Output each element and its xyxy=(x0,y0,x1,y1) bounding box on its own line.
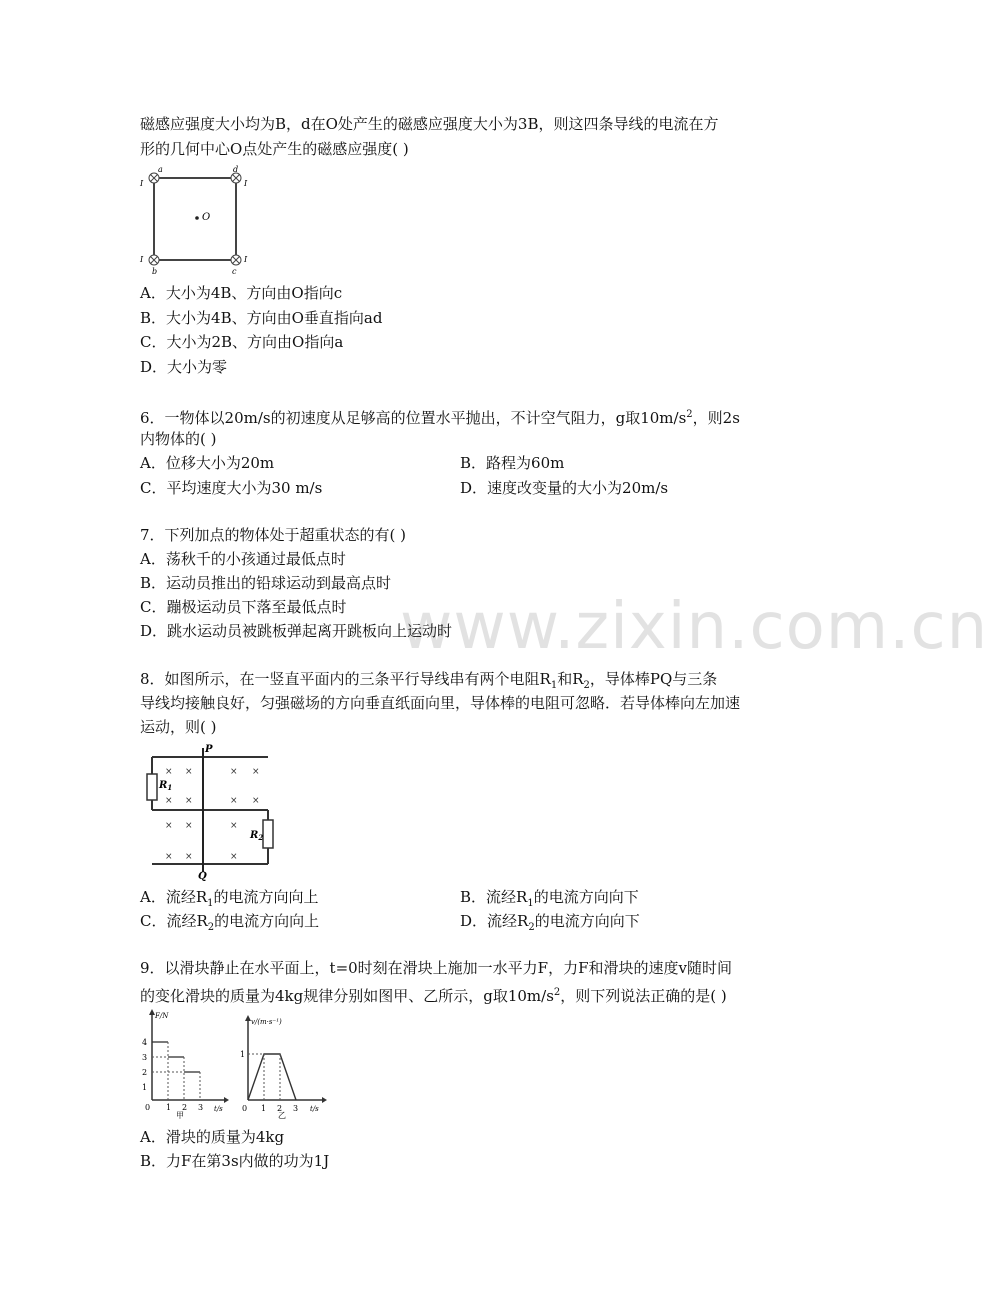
f-axis-label: F/N xyxy=(155,1012,169,1020)
q8-option-c: C．流经$R_2$的电流方向向上 xyxy=(140,912,320,933)
svg-text:×: × xyxy=(230,767,238,777)
vtick-1: 1 xyxy=(240,1050,246,1059)
wire-c-icon xyxy=(231,255,241,265)
t-axis-label-left: t/s xyxy=(214,1105,223,1113)
vxtick-0: 0 xyxy=(242,1104,248,1113)
wire-d-icon xyxy=(231,173,241,183)
label-q: Q xyxy=(198,871,207,882)
caption-yi: 乙 xyxy=(278,1111,286,1120)
q5-option-a: A．大小为4B、方向由O指向c xyxy=(140,284,343,302)
q7-line1: 7．下列加点的物体处于超重状态的有( ) xyxy=(140,526,407,544)
q9-line1: 9．以滑块静止在水平面上，t=0时刻在滑块上施加一水平力F，力F和滑块的速度v随时间 xyxy=(140,959,732,977)
q8-circuit-figure xyxy=(140,742,280,880)
xtick-0: 0 xyxy=(145,1103,151,1112)
label-p: P xyxy=(205,744,213,755)
label-ib: I xyxy=(140,255,144,264)
v-axis-label: v/(m·s⁻¹) xyxy=(251,1018,282,1026)
q6-option-a: A．位移大小为20m xyxy=(140,454,275,472)
xtick-1: 1 xyxy=(166,1103,172,1112)
svg-text:×: × xyxy=(165,767,173,777)
q5-line1: 磁感应强度大小均为B，d在O处产生的磁感应强度大小为3B，则这四条导线的电流在方 xyxy=(140,115,719,133)
q8-line3: 运动，则( ) xyxy=(140,718,217,736)
svg-text:×: × xyxy=(165,821,173,831)
wire-b-icon xyxy=(149,255,159,265)
q9-option-b: B．力F在第3s内做的功为1J xyxy=(140,1152,330,1170)
q5-option-b: B．大小为4B、方向由O垂直指向ad xyxy=(140,309,383,327)
ytick-1: 1 xyxy=(142,1083,148,1092)
ytick-2: 2 xyxy=(142,1068,148,1077)
vxtick-3: 3 xyxy=(293,1104,299,1113)
svg-text:×: × xyxy=(185,821,193,831)
q9-graph-force xyxy=(138,1008,230,1118)
q9-option-a: A．滑块的质量为4kg xyxy=(140,1128,285,1146)
label-d: d xyxy=(233,165,239,174)
svg-text:×: × xyxy=(185,767,193,777)
ytick-3: 3 xyxy=(142,1053,148,1062)
label-c: c xyxy=(232,267,237,276)
q8-option-b: B．流经$R_1$的电流方向向下 xyxy=(460,888,639,909)
q9-graph-velocity xyxy=(238,1014,330,1120)
q5-option-c: C．大小为2B、方向由O指向a xyxy=(140,333,344,351)
xtick-2: 2 xyxy=(182,1103,188,1112)
q8-line1: 8．如图所示，在一竖直平面内的三条平行导线串有两个电阻$R_1$和$R_2$，导体棒PQ与三条 xyxy=(140,670,718,691)
q6-option-c: C．平均速度大小为30 m/s xyxy=(140,479,323,497)
vxtick-1: 1 xyxy=(261,1104,267,1113)
label-id: I xyxy=(244,179,248,188)
svg-text:×: × xyxy=(165,796,173,806)
xtick-3: 3 xyxy=(198,1103,204,1112)
svg-text:×: × xyxy=(252,767,260,777)
svg-text:×: × xyxy=(230,852,238,862)
t-axis-label-right: t/s xyxy=(310,1105,319,1113)
q7-option-a: A．荡秋千的小孩通过最低点时 xyxy=(140,550,346,568)
svg-text:×: × xyxy=(252,796,260,806)
svg-text:×: × xyxy=(230,796,238,806)
q7-option-c: C．蹦极运动员下落至最低点时 xyxy=(140,598,347,616)
q6-option-b: B．路程为60m xyxy=(460,454,565,472)
q5-square-wires-figure xyxy=(138,164,258,276)
label-r2: $R_2$ xyxy=(250,830,264,842)
q7-option-d: D．跳水运动员被跳板弹起离开跳板向上运动时 xyxy=(140,622,453,640)
vxtick-2: 2 xyxy=(277,1104,283,1113)
label-b: b xyxy=(152,267,158,276)
q5-option-d: D．大小为零 xyxy=(140,358,228,376)
ytick-4: 4 xyxy=(142,1038,148,1047)
label-a: a xyxy=(158,165,163,174)
q8-option-d: D．流经$R_2$的电流方向向下 xyxy=(460,912,640,933)
q9-line2: 的变化滑块的质量为4kg规律分别如图甲、乙所示，g取$10m/s^2$，则下列说法正确的是( ) xyxy=(140,987,727,1005)
label-r1: $R_1$ xyxy=(159,780,173,792)
q6-line1: 6．一物体以20m/s的初速度从足够高的位置水平抛出，不计空气阻力，g取$10m/s^2$，则2s xyxy=(140,409,740,427)
svg-text:×: × xyxy=(185,852,193,862)
q5-line2: 形的几何中心O点处产生的磁感应强度( ) xyxy=(140,140,409,158)
caption-jia: 甲 xyxy=(176,1111,184,1120)
q7-option-b: B．运动员推出的铅球运动到最高点时 xyxy=(140,574,392,592)
label-ia: I xyxy=(140,179,144,188)
q6-option-d: D．速度改变量的大小为20m/s xyxy=(460,479,669,497)
label-ic: I xyxy=(244,255,248,264)
q8-line2: 导线均接触良好，匀强磁场的方向垂直纸面向里，导体棒的电阻可忽略．若导体棒向左加速 xyxy=(140,694,741,712)
label-o: O xyxy=(202,212,211,223)
svg-text:×: × xyxy=(185,796,193,806)
wire-a-icon xyxy=(149,173,159,183)
q6-line2: 内物体的( ) xyxy=(140,430,217,448)
q8-option-a: A．流经$R_1$的电流方向向上 xyxy=(140,888,319,909)
watermark: www.zixin.com.cn xyxy=(400,590,988,664)
svg-text:×: × xyxy=(230,821,238,831)
svg-text:×: × xyxy=(165,852,173,862)
